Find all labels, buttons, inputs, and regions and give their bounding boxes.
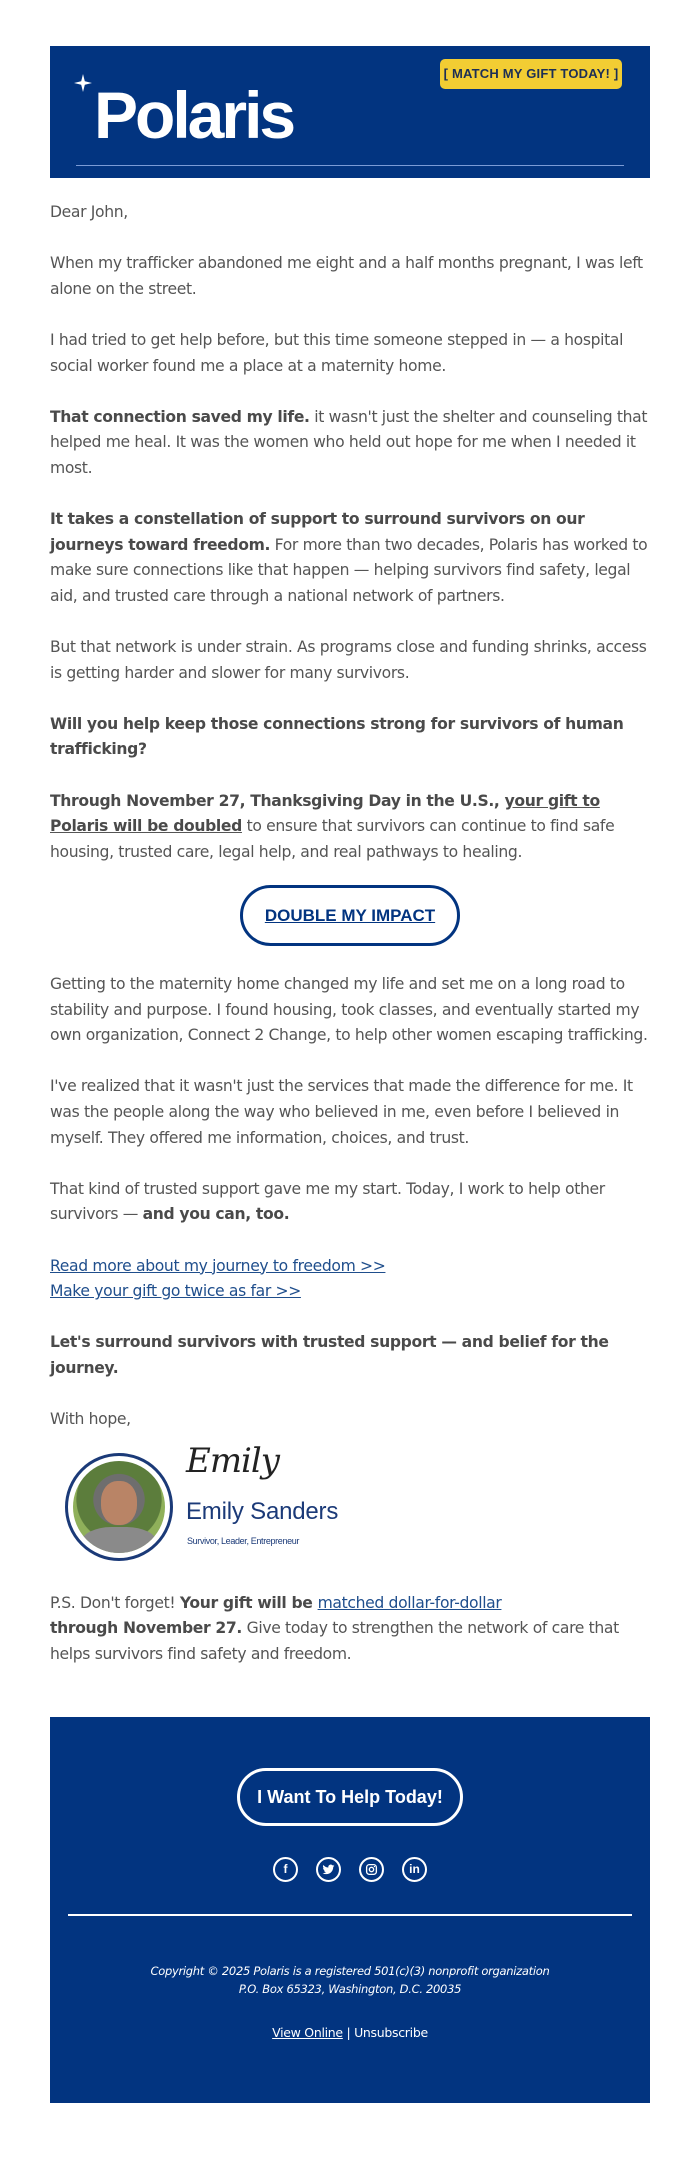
address-line: P.O. Box 65323, Washington, D.C. 20035 bbox=[238, 1982, 462, 1996]
unsubscribe-link[interactable]: Unsubscribe bbox=[354, 2025, 428, 2040]
ps-bold-1: Your gift will be bbox=[179, 1593, 318, 1612]
make-gift-link[interactable]: Make your gift go twice as far >> bbox=[50, 1282, 301, 1301]
avatar-photo bbox=[73, 1461, 165, 1553]
paragraph-10-text: That kind of trusted support gave me my start. Today, I work to help other survivors — bbox=[50, 1179, 605, 1224]
greeting: Dear John, bbox=[50, 203, 128, 221]
social-links bbox=[50, 1857, 650, 1882]
double-my-impact-button[interactable]: DOUBLE MY IMPACT bbox=[240, 885, 460, 946]
closing: With hope, bbox=[50, 1410, 131, 1429]
paragraph-6 bbox=[50, 712, 650, 763]
links-block bbox=[50, 1254, 650, 1305]
paragraph-11 bbox=[50, 1330, 650, 1381]
paragraph-5: But that network is under strain. As programs close and funding shrinks, access is getting harder and slower for many survivors. bbox=[50, 638, 647, 682]
link-separator: | bbox=[342, 2025, 355, 2040]
paragraph-7 bbox=[50, 789, 650, 866]
letter-body bbox=[50, 200, 650, 1693]
paragraph-3 bbox=[50, 405, 650, 482]
ps-rest: Give today to strengthen the network of care that helps survivors find safety and freedom. bbox=[50, 1619, 619, 1663]
paragraph-10-bold: and you can, too. bbox=[142, 1205, 290, 1224]
star-icon bbox=[74, 74, 92, 92]
polaris-logo[interactable]: Polaris bbox=[94, 78, 294, 152]
linkedin-icon[interactable]: in bbox=[402, 1857, 427, 1882]
paragraph-2: I had tried to get help before, but this time someone stepped in — a hospital social worker found me a place at a maternity home. bbox=[50, 330, 624, 375]
signature-title: Survivor, Leader, Entrepreneur bbox=[187, 1535, 300, 1546]
instagram-icon[interactable] bbox=[359, 1857, 384, 1882]
signature-name: Emily Sanders bbox=[186, 1497, 339, 1525]
help-today-button[interactable]: I Want To Help Today! bbox=[237, 1768, 463, 1826]
signature-script: Emily bbox=[186, 1440, 280, 1481]
postscript bbox=[50, 1591, 650, 1668]
paragraph-3-text: it wasn't just the shelter and counseling that helped me heal. It was the women who held out hope for me when I needed it most. bbox=[50, 407, 648, 477]
ps-text: P.S. Don't forget! bbox=[50, 1593, 180, 1612]
twitter-icon[interactable] bbox=[316, 1857, 341, 1882]
paragraph-4 bbox=[50, 507, 650, 609]
ps-bold-2: through November 27. bbox=[50, 1619, 242, 1638]
matched-link[interactable]: matched dollar-for-dollar bbox=[317, 1593, 502, 1612]
footer-links bbox=[50, 2025, 650, 2040]
paragraph-8: Getting to the maternity home changed my life and set me on a long road to stability and purpose. I found housing, took classes, and eventually started my own organization, Connect 2 Change, to help other women escaping trafficking. bbox=[50, 975, 648, 1045]
facebook-icon[interactable]: f bbox=[273, 1857, 298, 1882]
copyright bbox=[50, 1962, 650, 1998]
view-online-link[interactable]: View Online bbox=[272, 2025, 343, 2040]
paragraph-7-text: to ensure that survivors can continue to find safe housing, trusted care, legal help, and real pathways to healing. bbox=[50, 817, 615, 861]
paragraph-11-bold: Let's surround survivors with trusted support — and belief for the journey. bbox=[50, 1333, 609, 1377]
gift-doubled-link-text: your gift to Polaris will be doubled bbox=[50, 791, 600, 836]
paragraph-4-text: For more than two decades, Polaris has worked to make sure connections like that happen — helping survivors find safety, legal aid, and trusted care through a national network of partners. bbox=[50, 535, 648, 605]
paragraph-9: I've realized that it wasn't just the services that made the difference for me. It was the people along the way who believed in me, even before I believed in myself. They offered me information, choices, and trust. bbox=[50, 1077, 633, 1147]
paragraph-6-bold: Will you help keep those connections strong for survivors of human trafficking? bbox=[50, 714, 624, 759]
match-gift-button[interactable]: [ MATCH MY GIFT TODAY! ] bbox=[440, 59, 622, 89]
paragraph-3-bold: That connection saved my life. bbox=[50, 407, 310, 426]
cta-container bbox=[50, 885, 650, 946]
signature-block bbox=[50, 1441, 650, 1581]
email-header bbox=[50, 46, 650, 178]
paragraph-7-bold: Through November 27, Thanksgiving Day in the U.S., bbox=[50, 791, 505, 810]
paragraph-10 bbox=[50, 1177, 650, 1228]
paragraph-4-bold: It takes a constellation of support to surround survivors on our journeys toward freedom. bbox=[50, 510, 585, 554]
paragraph-1: When my trafficker abandoned me eight and a half months pregnant, I was left alone on the street. bbox=[50, 254, 643, 298]
avatar bbox=[65, 1453, 173, 1561]
footer-divider bbox=[68, 1914, 632, 1916]
header-divider bbox=[76, 165, 624, 166]
read-more-link[interactable]: Read more about my journey to freedom >> bbox=[50, 1256, 386, 1275]
email-footer bbox=[50, 1717, 650, 2103]
copyright-line-1: Copyright © 2025 Polaris is a registered 501(c)(3) nonprofit organization bbox=[150, 1964, 550, 1978]
